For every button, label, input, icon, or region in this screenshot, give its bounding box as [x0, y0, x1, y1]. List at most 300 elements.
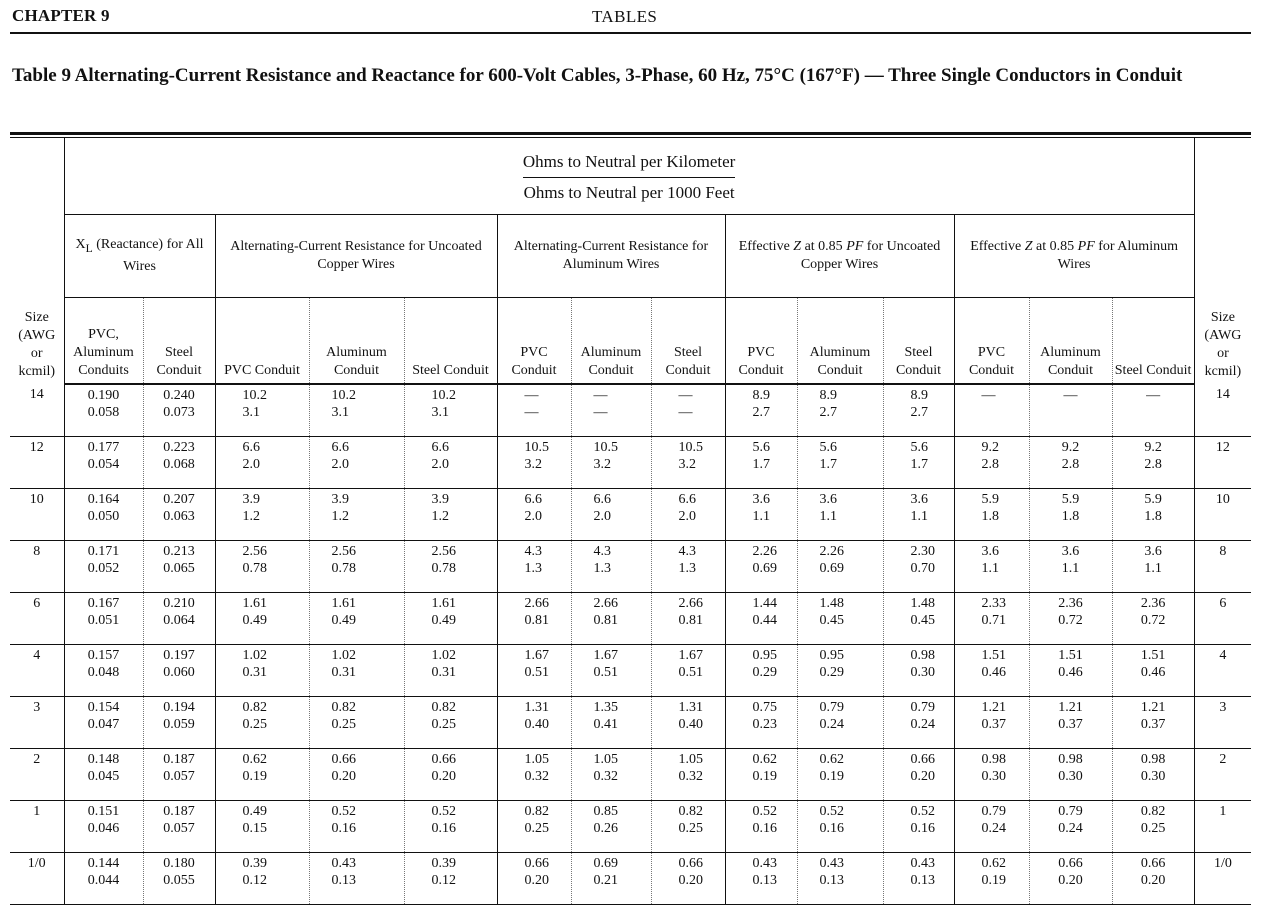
value-per-km: 10.5	[593, 440, 618, 455]
table-cell	[143, 697, 215, 749]
table-cell	[309, 645, 404, 697]
value-per-kft: 1.7	[819, 457, 837, 472]
value-per-kft: 0.20	[331, 769, 356, 784]
row-size-right: 1/0	[1194, 853, 1251, 905]
value-per-km: 0.66	[331, 752, 356, 767]
value-per-kft: 2.8	[981, 457, 999, 472]
table-row	[10, 593, 1251, 645]
table-cell	[143, 645, 215, 697]
value-per-km: 2.56	[331, 544, 356, 559]
table-cell	[215, 749, 309, 801]
table-cell	[143, 489, 215, 541]
value-per-kft: 0.16	[910, 821, 935, 836]
value-per-km: —	[678, 388, 693, 403]
value-per-kft: 0.49	[242, 613, 267, 628]
value-per-km: 6.6	[524, 492, 542, 507]
size-header-right: Size (AWG or kcmil)	[1194, 138, 1251, 384]
value-per-km: 0.148	[87, 752, 120, 767]
table-cell	[651, 749, 725, 801]
value-per-km: 1.21	[981, 700, 1006, 715]
value-per-kft: 0.16	[431, 821, 456, 836]
table-cell	[571, 645, 651, 697]
value-per-kft: 0.16	[752, 821, 777, 836]
value-per-km: 0.66	[1140, 856, 1166, 871]
row-size-right: 6	[1194, 593, 1251, 645]
value-per-kft: 1.8	[1144, 509, 1162, 524]
table-cell	[64, 645, 143, 697]
value-per-km: 0.43	[752, 856, 777, 871]
table-row	[10, 697, 1251, 749]
value-per-km: 0.154	[87, 700, 120, 715]
table-cell	[883, 853, 954, 905]
table-cell	[651, 645, 725, 697]
value-per-kft: 0.72	[1140, 613, 1166, 628]
table-row	[10, 384, 1251, 437]
value-per-km: 0.144	[87, 856, 120, 871]
value-per-kft: 0.21	[593, 873, 618, 888]
table-cell	[215, 801, 309, 853]
value-per-km: 0.79	[1058, 804, 1083, 819]
value-per-km: 0.49	[242, 804, 267, 819]
value-per-km: 0.187	[163, 752, 195, 767]
value-per-kft: 3.2	[678, 457, 696, 472]
table-cell	[64, 801, 143, 853]
table-cell	[64, 593, 143, 645]
value-per-kft: 1.3	[678, 561, 696, 576]
value-per-kft: 0.32	[524, 769, 549, 784]
value-per-kft: 1.2	[242, 509, 260, 524]
value-per-km: 0.82	[524, 804, 549, 819]
value-per-kft: 0.19	[819, 769, 844, 784]
value-per-km: 0.167	[87, 596, 120, 611]
value-per-kft: 1.1	[752, 509, 770, 524]
row-size-left: 2	[10, 749, 64, 801]
table-cell	[64, 853, 143, 905]
value-per-km: 0.62	[242, 752, 267, 767]
table-cell	[954, 489, 1029, 541]
table-cell	[497, 593, 571, 645]
table-cell	[651, 853, 725, 905]
value-per-kft: 0.78	[431, 561, 456, 576]
value-per-km: 2.33	[981, 596, 1006, 611]
value-per-kft: 1.3	[593, 561, 611, 576]
value-per-km: 0.197	[163, 648, 195, 663]
value-per-kft: 0.15	[242, 821, 267, 836]
table-cell	[571, 489, 651, 541]
table-cell	[215, 697, 309, 749]
value-per-kft: 2.8	[1061, 457, 1080, 472]
table-row	[10, 749, 1251, 801]
table-cell	[309, 541, 404, 593]
table-cell	[215, 853, 309, 905]
value-per-km: 6.6	[242, 440, 260, 455]
value-per-kft: 2.0	[524, 509, 542, 524]
table-cell	[1029, 801, 1112, 853]
table-cell	[571, 541, 651, 593]
table-cell	[1029, 853, 1112, 905]
table-row	[10, 489, 1251, 541]
value-per-kft: 0.20	[910, 769, 935, 784]
value-per-kft: 1.8	[1061, 509, 1080, 524]
table-cell	[309, 801, 404, 853]
group-aluminum-resistance: Alternating-Current Resistance for Aluminum Wires	[497, 215, 725, 298]
value-per-km: 5.6	[910, 440, 928, 455]
table-cell	[404, 697, 497, 749]
value-per-kft: 1.3	[524, 561, 542, 576]
value-per-kft: 0.49	[331, 613, 356, 628]
value-per-kft: 0.41	[593, 717, 618, 732]
value-per-kft: 1.8	[981, 509, 999, 524]
value-per-km: 0.82	[431, 700, 456, 715]
table-cell	[954, 645, 1029, 697]
table-cell	[883, 489, 954, 541]
table-cell	[954, 853, 1029, 905]
value-per-kft: 0.13	[752, 873, 777, 888]
table-cell	[143, 593, 215, 645]
table-cell	[309, 437, 404, 489]
value-per-kft: 0.78	[242, 561, 267, 576]
value-per-km: 3.6	[752, 492, 770, 507]
table-cell	[883, 749, 954, 801]
value-per-kft: 0.81	[524, 613, 549, 628]
table-cell	[404, 489, 497, 541]
value-per-km: 0.187	[163, 804, 195, 819]
value-per-kft: 0.050	[87, 509, 120, 524]
table-cell	[725, 749, 797, 801]
table-cell	[797, 749, 883, 801]
table-cell	[1112, 437, 1194, 489]
value-per-km: 0.207	[163, 492, 195, 507]
value-per-kft: 0.40	[678, 717, 703, 732]
value-per-km: —	[593, 388, 608, 403]
value-per-km: 1.02	[331, 648, 356, 663]
value-per-kft: 1.2	[431, 509, 449, 524]
table-cell	[497, 749, 571, 801]
value-per-km: —	[1063, 388, 1078, 403]
value-per-km: —	[1146, 388, 1161, 403]
value-per-km: 2.26	[819, 544, 844, 559]
value-per-km: 0.66	[431, 752, 456, 767]
value-per-kft: 0.059	[163, 717, 195, 732]
value-per-km: 1.31	[678, 700, 703, 715]
value-per-km: 1.61	[431, 596, 456, 611]
value-per-kft: 0.057	[163, 769, 195, 784]
value-per-kft: 0.49	[431, 613, 456, 628]
row-size-left: 12	[10, 437, 64, 489]
value-per-km: 2.66	[593, 596, 618, 611]
table-cell	[1029, 593, 1112, 645]
value-per-kft: 0.19	[981, 873, 1006, 888]
table-cell	[1112, 853, 1194, 905]
value-per-kft: 0.047	[87, 717, 120, 732]
value-per-kft: 0.81	[678, 613, 703, 628]
table-cell	[883, 541, 954, 593]
table-cell	[497, 437, 571, 489]
table-caption: Table 9 Alternating-Current Resistance and Reactance for 600-Volt Cables, 3-Phase, 60 Hz, 75°C (167°F) — Three Single Conductors in Conduit	[12, 65, 1183, 86]
table-top-rule	[10, 132, 1251, 135]
value-per-kft: 0.058	[87, 405, 120, 420]
size-header-left: Size (AWG or kcmil)	[10, 138, 64, 384]
value-per-kft: 3.1	[242, 405, 260, 420]
table-cell	[651, 697, 725, 749]
value-per-kft: 0.29	[819, 665, 844, 680]
table-cell	[1029, 697, 1112, 749]
table-cell	[725, 437, 797, 489]
value-per-km: 2.66	[524, 596, 549, 611]
value-per-km: 5.6	[819, 440, 837, 455]
value-per-km: 0.43	[819, 856, 844, 871]
table-cell	[143, 541, 215, 593]
table-cell	[1029, 437, 1112, 489]
value-per-km: 0.177	[87, 440, 120, 455]
value-per-km: 0.43	[331, 856, 356, 871]
value-per-km: 8.9	[752, 388, 770, 403]
table-cell	[497, 489, 571, 541]
table-cell	[797, 489, 883, 541]
subheader-xl-steel: Steel Conduit	[143, 298, 215, 385]
table-cell	[883, 801, 954, 853]
row-size-left: 1/0	[10, 853, 64, 905]
value-per-kft: 0.37	[981, 717, 1006, 732]
value-per-kft: 0.13	[910, 873, 935, 888]
table-cell	[404, 749, 497, 801]
table-cell	[64, 489, 143, 541]
table-cell	[954, 384, 1029, 437]
value-per-kft: 0.30	[910, 665, 935, 680]
value-per-km: —	[524, 388, 539, 403]
value-per-kft: 0.37	[1140, 717, 1166, 732]
value-per-km: 5.9	[981, 492, 999, 507]
value-per-kft: 0.12	[242, 873, 267, 888]
table-cell	[1112, 645, 1194, 697]
value-per-km: 0.82	[331, 700, 356, 715]
table-cell	[725, 593, 797, 645]
value-per-km: 3.6	[981, 544, 999, 559]
value-per-kft: 0.057	[163, 821, 195, 836]
value-per-kft: 1.1	[981, 561, 999, 576]
table-cell	[883, 437, 954, 489]
value-per-kft: 0.046	[87, 821, 120, 836]
value-per-kft: —	[678, 405, 693, 420]
value-per-kft: 0.24	[981, 821, 1006, 836]
table-cell	[797, 801, 883, 853]
table-cell	[797, 645, 883, 697]
value-per-kft: 0.69	[819, 561, 844, 576]
value-per-kft: 2.0	[242, 457, 260, 472]
value-per-km: 1.21	[1058, 700, 1083, 715]
value-per-km: 10.2	[431, 388, 456, 403]
table-cell	[651, 801, 725, 853]
value-per-kft: 3.1	[331, 405, 349, 420]
value-per-kft: 0.25	[331, 717, 356, 732]
value-per-km: 5.9	[1061, 492, 1080, 507]
table-cell	[215, 593, 309, 645]
value-per-km: 0.66	[678, 856, 703, 871]
table-cell	[1029, 384, 1112, 437]
table-cell	[404, 853, 497, 905]
units-per-kft: Ohms to Neutral per 1000 Feet	[523, 182, 735, 202]
value-per-kft: 3.2	[593, 457, 611, 472]
value-per-km: 1.61	[331, 596, 356, 611]
table-cell	[497, 541, 571, 593]
table-cell	[571, 384, 651, 437]
value-per-km: 2.56	[242, 544, 267, 559]
value-per-km: 10.2	[242, 388, 267, 403]
value-per-km: 10.2	[331, 388, 356, 403]
value-per-kft: —	[524, 405, 539, 420]
value-per-kft: 0.30	[1058, 769, 1083, 784]
table-cell	[883, 645, 954, 697]
value-per-kft: 0.70	[910, 561, 935, 576]
value-per-kft: 1.2	[331, 509, 349, 524]
value-per-kft: 0.25	[1140, 821, 1166, 836]
value-per-km: 2.30	[910, 544, 935, 559]
value-per-km: 0.213	[163, 544, 195, 559]
table-cell	[571, 437, 651, 489]
table-row	[10, 853, 1251, 905]
value-per-km: 0.62	[981, 856, 1006, 871]
table-cell	[143, 437, 215, 489]
value-per-kft: 0.23	[752, 717, 777, 732]
subheader-xl-pvc-al: PVC, Aluminum Conduits	[64, 298, 143, 385]
value-per-km: 0.79	[910, 700, 935, 715]
group-z-copper: Effective Z at 0.85 PF for Uncoated Copper Wires	[725, 215, 954, 298]
table-cell	[143, 749, 215, 801]
row-size-right: 14	[1194, 384, 1251, 437]
value-per-kft: 0.69	[752, 561, 777, 576]
table-cell	[309, 853, 404, 905]
value-per-kft: 0.13	[819, 873, 844, 888]
table-cell	[651, 437, 725, 489]
value-per-km: 0.157	[87, 648, 120, 663]
value-per-km: 1.31	[524, 700, 549, 715]
value-per-kft: 0.24	[819, 717, 844, 732]
row-size-left: 8	[10, 541, 64, 593]
value-per-kft: 0.073	[163, 405, 195, 420]
value-per-km: 0.52	[752, 804, 777, 819]
value-per-kft: 0.51	[593, 665, 618, 680]
table-cell	[497, 853, 571, 905]
value-per-km: 4.3	[678, 544, 696, 559]
value-per-kft: 0.81	[593, 613, 618, 628]
value-per-km: 0.62	[819, 752, 844, 767]
value-per-kft: 0.044	[87, 873, 120, 888]
table-cell	[725, 645, 797, 697]
value-per-kft: 0.045	[87, 769, 120, 784]
table-row	[10, 645, 1251, 697]
value-per-km: 1.48	[819, 596, 844, 611]
table-cell	[725, 801, 797, 853]
value-per-km: 0.66	[1058, 856, 1083, 871]
table-cell	[1029, 489, 1112, 541]
table-cell	[797, 541, 883, 593]
value-per-km: 3.6	[910, 492, 928, 507]
value-per-kft: 3.2	[524, 457, 542, 472]
table-cell	[309, 593, 404, 645]
value-per-km: 0.85	[593, 804, 618, 819]
value-per-kft: 2.0	[431, 457, 449, 472]
value-per-kft: 0.048	[87, 665, 120, 680]
table-cell	[1112, 749, 1194, 801]
table-cell	[797, 384, 883, 437]
row-size-right: 2	[1194, 749, 1251, 801]
value-per-kft: 2.7	[819, 405, 837, 420]
value-per-kft: 0.24	[910, 717, 935, 732]
value-per-km: 0.98	[1058, 752, 1083, 767]
table-cell	[571, 801, 651, 853]
value-per-km: 3.6	[819, 492, 837, 507]
value-per-kft: 0.32	[678, 769, 703, 784]
table-cell	[215, 384, 309, 437]
value-per-kft: 0.065	[163, 561, 195, 576]
value-per-km: 0.98	[981, 752, 1006, 767]
value-per-kft: 1.7	[910, 457, 928, 472]
value-per-kft: 0.51	[524, 665, 549, 680]
value-per-kft: 0.40	[524, 717, 549, 732]
value-per-kft: 0.24	[1058, 821, 1083, 836]
value-per-km: 2.36	[1058, 596, 1083, 611]
value-per-km: 0.164	[87, 492, 120, 507]
table-cell	[215, 437, 309, 489]
resistance-reactance-table	[10, 138, 1251, 905]
table-cell	[497, 801, 571, 853]
value-per-kft: 0.16	[819, 821, 844, 836]
value-per-kft: 0.20	[1058, 873, 1083, 888]
value-per-kft: 0.44	[752, 613, 777, 628]
value-per-km: 1.67	[524, 648, 549, 663]
value-per-km: 2.56	[431, 544, 456, 559]
table-cell	[404, 593, 497, 645]
table-cell	[954, 593, 1029, 645]
value-per-kft: 0.20	[431, 769, 456, 784]
value-per-kft: 2.7	[910, 405, 928, 420]
row-size-left: 6	[10, 593, 64, 645]
value-per-km: 0.98	[1140, 752, 1166, 767]
value-per-kft: 0.068	[163, 457, 195, 472]
table-cell	[64, 749, 143, 801]
table-cell	[215, 489, 309, 541]
table-cell	[883, 384, 954, 437]
value-per-km: 1.44	[752, 596, 777, 611]
table-cell	[651, 541, 725, 593]
value-per-kft: 0.45	[910, 613, 935, 628]
value-per-km: 3.9	[242, 492, 260, 507]
group-reactance: $X_L$ (Reactance) for All Wires	[64, 215, 215, 298]
value-per-km: 0.52	[910, 804, 935, 819]
table-cell	[1029, 541, 1112, 593]
value-per-km: 0.75	[752, 700, 777, 715]
table-cell	[883, 593, 954, 645]
value-per-km: 0.95	[819, 648, 844, 663]
table-cell	[404, 645, 497, 697]
value-per-kft: 0.13	[331, 873, 356, 888]
table-cell	[571, 749, 651, 801]
table-cell	[571, 697, 651, 749]
table-cell	[725, 853, 797, 905]
value-per-kft: 0.25	[242, 717, 267, 732]
value-per-km: 4.3	[593, 544, 611, 559]
subheader-zcu-pvc: PVC Conduit	[725, 298, 797, 385]
table-cell	[309, 697, 404, 749]
value-per-kft: 0.31	[331, 665, 356, 680]
value-per-km: —	[981, 388, 996, 403]
value-per-kft: 0.20	[678, 873, 703, 888]
value-per-km: 1.51	[981, 648, 1006, 663]
subheader-zal-aluminum: Aluminum Conduit	[1029, 298, 1112, 385]
value-per-km: 0.95	[752, 648, 777, 663]
value-per-kft: 0.72	[1058, 613, 1083, 628]
section-heading: TABLES	[592, 7, 658, 26]
